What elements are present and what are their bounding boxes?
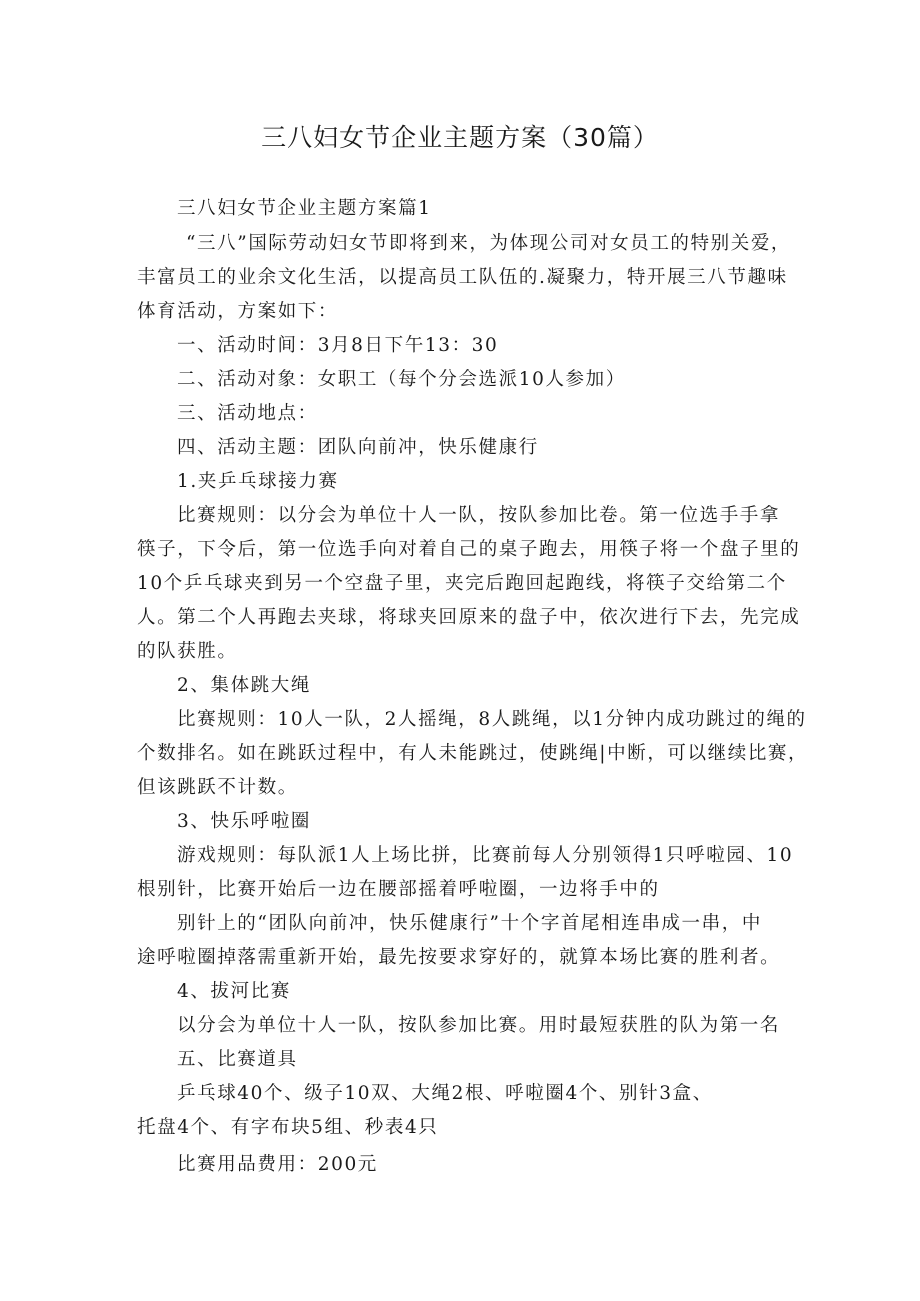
paragraph-line: 丰富员工的业余文化生活，以提高员工队伍的.凝聚力，特开展三八节趣味 (137, 267, 788, 288)
paragraph-line: 托盘4个、有字布块5组、秒表4只 (137, 1117, 439, 1138)
list-item: 二、活动对象：女职工（每个分会选派10人参加） (177, 369, 626, 390)
paragraph-line: 以分会为单位十人一队，按队参加比赛。用时最短获胜的队为第一名 (177, 1015, 781, 1036)
paragraph-line: 别针上的“团队向前冲，快乐健康行”十个字首尾相连串成一串，中 (177, 913, 762, 934)
paragraph-line: 比赛用品费用：200元 (177, 1154, 378, 1175)
section-heading: 五、比赛道具 (177, 1049, 298, 1070)
paragraph-line: 途呼啦圈掉落需重新开始，最先按要求穿好的，就算本场比赛的胜利者。 (137, 947, 781, 968)
paragraph-line: 的队获胜。 (137, 641, 238, 662)
document-title: 三八妇女节企业主题方案（30篇） (261, 123, 659, 152)
paragraph-line: 人。第二个人再跑去夹球，将球夹回原来的盘子中，依次进行下去，先完成 (137, 607, 801, 628)
paragraph-line: 比赛规则：10人一队，2人摇绳，8人跳绳，以1分钟内成功跳过的绳的 (177, 709, 807, 730)
paragraph-line: 筷子，下令后，第一位选手向对着自己的桌子跑去，用筷子将一个盘子里的 (137, 539, 801, 560)
list-item: 四、活动主题：团队向前冲，快乐健康行 (177, 437, 539, 458)
paragraph-line: 比赛规则：以分会为单位十人一队，按队参加比卷。第一位选手手拿 (177, 505, 781, 526)
paragraph-line: 乒乓球40个、级子10双、大绳2根、呼啦圈4个、别针3盒、 (177, 1083, 713, 1104)
paragraph-line: “三八”国际劳动妇女节即将到来，为体现公司对女员工的特别关爱， (186, 233, 792, 254)
subsection-heading: 3、快乐呼啦圈 (177, 811, 311, 832)
subsection-heading: 1.夹乒乓球接力赛 (177, 471, 339, 492)
section-heading: 三八妇女节企业主题方案篇1 (177, 198, 432, 219)
paragraph-line: 10个乒乓球夹到另一个空盘子里，夹完后跑回起跑线，将筷子交给第二个 (137, 573, 787, 594)
paragraph-line: 但该跳跃不计数。 (137, 777, 298, 798)
list-item: 一、活动时间：3月8日下午13：30 (177, 335, 499, 356)
paragraph-line: 根别针，比赛开始后一边在腰部摇着呼啦圈，一边将手中的 (137, 879, 660, 900)
subsection-heading: 4、拔河比赛 (177, 981, 291, 1002)
paragraph-line: 体育活动，方案如下： (137, 301, 339, 322)
list-item: 三、活动地点： (177, 403, 318, 424)
subsection-heading: 2、集体跳大绳 (177, 675, 311, 696)
paragraph-line: 个数排名。如在跳跃过程中，有人未能跳过，使跳绳|中断，可以继续比赛， (137, 743, 809, 764)
paragraph-line: 游戏规则：每队派1人上场比拼，比赛前每人分别领得1只呼啦园、10 (177, 845, 794, 866)
